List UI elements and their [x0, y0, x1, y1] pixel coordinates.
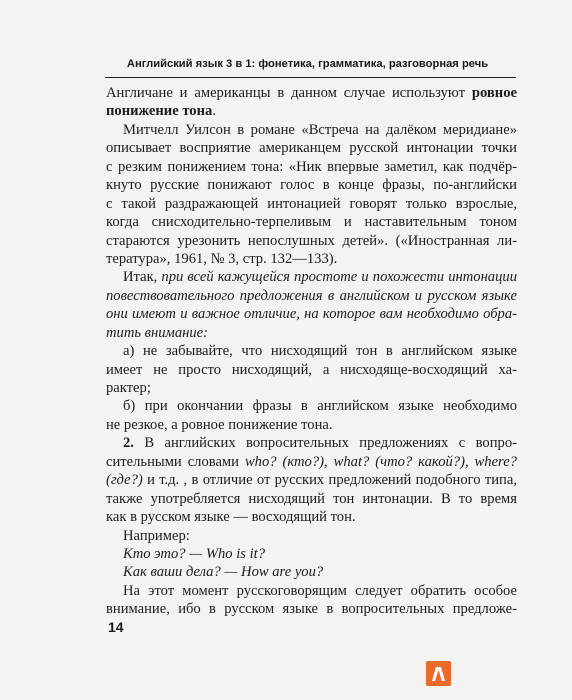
p6-line-1: 2. В английских вопросительных предложениях с вопро- [123, 435, 517, 452]
p7-line-1: Например: [123, 527, 190, 544]
p4-line-2: имеет не просто нисходящий, а нисходяще-восходящий ха- [106, 361, 517, 378]
p3-line-1: Итак, при всей кажущейся простоте и похожести интонации [123, 269, 517, 286]
p6-line-2: сительными словами who? (кто?), what? (что? какой?), where? [106, 453, 517, 470]
p4-line-3: рактер; [106, 380, 151, 396]
p5-line-1: б) при окончании фразы в английском языке необходимо [123, 398, 517, 415]
p5-line-2: не резкое, а ровное понижение тона. [106, 416, 333, 433]
running-header: Английский язык 3 в 1: фонетика, грамматика, разговорная речь [126, 58, 489, 70]
p2-line-3: с резким понижением тона: «Ник впервые заметил, как подчёр- [106, 158, 517, 175]
p8-line-2: внимание, ибо в русском языке в вопросительных предложе- [106, 601, 517, 618]
p6-line-4: также употребляется нисходящий тон интонации. В то время [106, 490, 517, 507]
example-line-2: Как ваши дела? — How are you? [123, 564, 324, 581]
p2-line-5: с такой раздражающей интонацией говорят только взрослые, [106, 195, 517, 212]
p3-line-3: они имеют и важное отличие, на которое вам необходимо обра- [106, 306, 517, 323]
p8-line-1: На этот момент русскоговорящим следует обратить особое [123, 582, 517, 599]
page-number: 14 [108, 619, 124, 635]
p3-line-2: повествовательного предложения в английском и русском языке [106, 287, 517, 304]
p2-line-6: когда снисходительно-терпеливым и наставительным тоном [106, 214, 517, 231]
example-line-1: Кто это? — Who is it? [123, 545, 266, 562]
p2-line-4: кнуто русские понижают голос в конце фразы, по-английски [106, 177, 517, 194]
main-text [106, 84, 517, 619]
p2-line-1: Митчелл Уилсон в романе «Встреча на далёком меридиане» [123, 121, 517, 138]
header-rule [105, 77, 516, 78]
publisher-logo-icon [426, 661, 451, 686]
p1-line-1: Англичане и американцы в данном случае используют ровное [106, 85, 517, 101]
p2-line-8: тература», 1961, № 3, стр. 132—133). [106, 250, 338, 267]
p2-line-2: описывает восприятие американцем русской интонации точки [106, 140, 517, 157]
p1-line-2: понижение тона. [106, 103, 216, 120]
p4-line-1: а) не забывайте, что нисходящий тон в английском языке [123, 343, 517, 360]
p2-line-7: стараются урезонить непослушных детей». («Иностранная ли- [106, 232, 517, 249]
publisher-logo-glyph [426, 661, 451, 686]
p6-line-5: как в русском языке — восходящий тон. [106, 509, 356, 526]
p6-line-3: (где?) и т.д. , в отличие от русских предложений подобного типа, [106, 472, 517, 489]
p3-line-4: тить внимание: [106, 324, 209, 341]
